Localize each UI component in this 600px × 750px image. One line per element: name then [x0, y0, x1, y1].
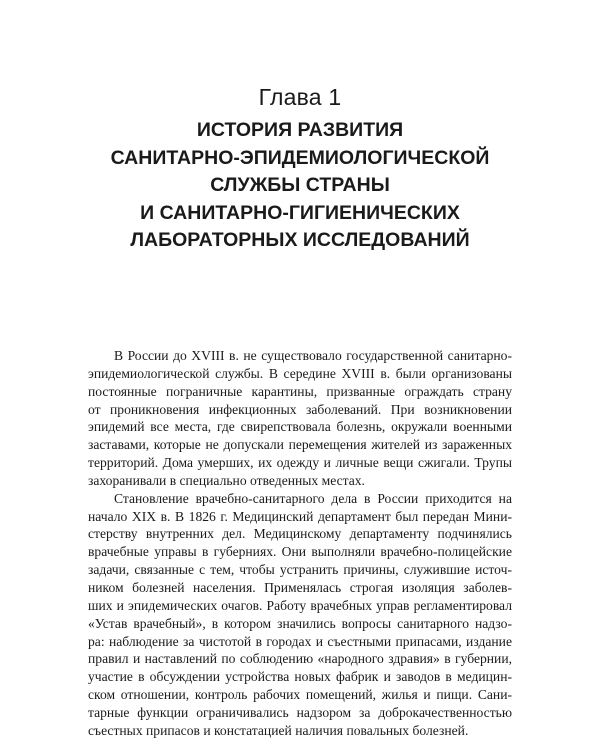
text-line: задачи, связанные с тем, чтобы устранить причины, служившие источ- — [88, 562, 512, 578]
body-text — [88, 347, 512, 740]
text-line: тарные функции ограничивались надзором за доброкачественностью — [88, 704, 512, 720]
text-line: В России до XVIII в. не существовало государственной санитарно- — [114, 348, 512, 363]
text-line: начало XIX в. В 1826 г. Медицинский департамент был передан Мини- — [88, 508, 512, 524]
text-line: съестных припасов и констатацией наличия повальных болезней. — [88, 722, 469, 738]
chapter-title-line: САНИТАРНО-ЭПИДЕМИОЛОГИЧЕСКОЙ — [110, 146, 490, 169]
chapter-title-line: И САНИТАРНО-ГИГИЕНИЧЕСКИХ — [140, 201, 460, 224]
chapter-title-line: ИСТОРИЯ РАЗВИТИЯ — [196, 119, 404, 141]
chapter-title — [60, 117, 540, 255]
text-line: ра: наблюдение за чистотой в городах и съестными припасами, издание — [88, 633, 512, 649]
text-line: эпидемий все места, где свирепствовала болезнь, окружали военными — [88, 419, 512, 435]
text-line: постоянные пограничные карантины, призванные ограждать страну — [88, 383, 512, 399]
text-line: ском отношении, контроль рабочих помещений, жилья и пищи. Сани- — [88, 687, 512, 703]
text-line: территорий. Дома умерших, их одежду и личные вещи сжигали. Трупы — [88, 455, 512, 471]
text-line: эпидемиологической службы. В середине XVIII в. были организованы — [88, 365, 512, 381]
text-line: заставами, которые не допускали перемещения жителей из зараженных — [88, 437, 512, 453]
chapter-label: Глава 1 — [258, 84, 342, 110]
text-line: правил и наставлений по соблюдению «народного здравия» в губернии, — [88, 651, 512, 667]
text-line: Становление врачебно-санитарного дела в России приходится на — [114, 490, 512, 506]
paragraph-1 — [88, 347, 512, 490]
text-line: врачебные управы в губерниях. Они выполняли врачебно-полицейские — [88, 544, 512, 560]
text-line: участие в обсуждении устройства новых фабрик и заводов в медицин- — [88, 669, 512, 685]
chapter-title-line: ЛАБОРАТОРНЫХ ИССЛЕДОВАНИЙ — [130, 229, 470, 251]
text-line: ником болезней населения. Применялась строгая изоляция заболев- — [88, 579, 512, 595]
text-line: от проникновения инфекционных заболеваний. При возникновении — [88, 401, 512, 417]
text-line: ших и эпидемических очагов. Работу врачебных управ регламентировал — [88, 597, 512, 613]
chapter-title-line: СЛУЖБЫ СТРАНЫ — [210, 174, 390, 196]
paragraph-2 — [88, 490, 512, 740]
text-line: стерству внутренних дел. Медицинскому департаменту подчинялись — [88, 526, 512, 542]
text-line: «Устав врачебный», в котором значились вопросы санитарного надзо- — [88, 615, 512, 631]
text-line: захоранивали в специально отведенных местах. — [88, 472, 365, 488]
